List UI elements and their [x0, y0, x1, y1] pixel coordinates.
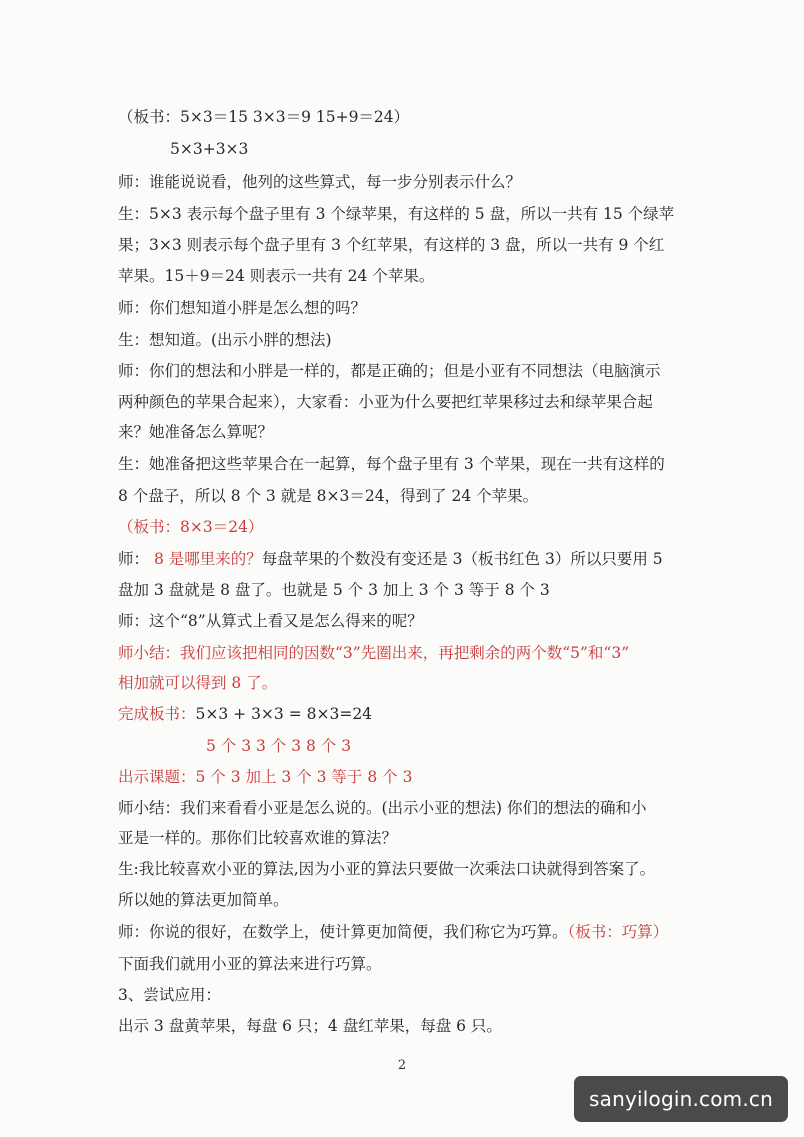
text-line: 盘加 3 盘就是 8 盘了。也就是 5 个 3 加上 3 个 3 等于 8 个 3 [118, 581, 550, 599]
text-segment: 完成板书： [118, 705, 196, 723]
text-line: 8 个盘子，所以 8 个 3 就是 8×3＝24，得到了 24 个苹果。 [118, 487, 539, 505]
text-line: 相加就可以得到 8 了。 [118, 674, 278, 692]
text-line: 生：她准备把这些苹果合在一起算，每个盘子里有 3 个苹果，现在一共有这样的 [118, 455, 665, 473]
text-line: 师：谁能说说看，他列的这些算式，每一步分别表示什么？ [118, 173, 522, 191]
text-line: 师：这个“8”从算式上看又是怎么得来的呢？ [118, 612, 423, 630]
text-line: 师小结：我们来看看小亚是怎么说的。(出示小亚的想法) 你们的想法的确和小 [118, 799, 647, 817]
text-segment: 8 是哪里来的？ [149, 550, 262, 568]
text-segment: 师：你说的很好，在数学上，使计算更加简便，我们称它为巧算。 [118, 923, 568, 941]
text-line: 师：你们的想法和小胖是一样的，都是正确的；但是小亚有不同想法（电脑演示 [118, 362, 661, 380]
text-segment: （板书：巧算） [567, 923, 669, 941]
text-line: 生：5×3 表示每个盘子里有 3 个绿苹果，有这样的 5 盘，所以一共有 15 个绿苹 [118, 205, 675, 223]
text-segment: 每盘苹果的个数没有变还是 3（板书红色 3）所以只要用 5 [261, 550, 663, 568]
text-line: 所以她的算法更加简单。 [118, 891, 289, 909]
text-line: 生：想知道。(出示小胖的想法) [118, 331, 332, 349]
text-line: 果；3×3 则表示每个盘子里有 3 个红苹果，有这样的 3 盘，所以一共有 9 个红 [118, 236, 665, 254]
text-line [118, 921, 724, 943]
text-line: 亚是一样的。那你们比较喜欢谁的算法？ [118, 829, 398, 847]
text-line: 师：你们想知道小胖是怎么想的吗？ [118, 299, 367, 317]
text-line: （板书：5×3＝15 3×3＝9 15+9＝24） [118, 108, 410, 126]
text-line: 下面我们就用小亚的算法来进行巧算。 [118, 955, 382, 973]
watermark-badge: sanyilogin.com.cn [574, 1076, 788, 1122]
page-number: 2 [397, 1058, 407, 1073]
text-line: 5×3+3×3 [170, 140, 249, 158]
text-line: 出示课题：5 个 3 加上 3 个 3 等于 8 个 3 [118, 768, 413, 786]
text-line: 来？她准备怎么算呢？ [118, 423, 274, 441]
text-line: （板书：8×3＝24） [118, 518, 264, 536]
text-line [118, 548, 724, 570]
text-segment: 5×3 + 3×3 = 8×3=24 [195, 705, 373, 723]
text-line: 5 个 3 3 个 3 8 个 3 [206, 737, 352, 755]
text-line: 两种颜色的苹果合起来），大家看：小亚为什么要把红苹果移过去和绿苹果合起 [118, 393, 653, 411]
text-line: 出示 3 盘黄苹果，每盘 6 只；4 盘红苹果，每盘 6 只。 [118, 1017, 502, 1035]
text-line: 苹果。15＋9＝24 则表示一共有 24 个苹果。 [118, 267, 435, 285]
text-line [118, 703, 724, 725]
text-line: 师小结：我们应该把相同的因数“3”先圈出来，再把剩余的两个数“5”和“3” [118, 644, 630, 662]
text-segment: 师： [118, 550, 150, 568]
text-line: 3、尝试应用： [118, 986, 221, 1004]
text-line: 生:我比较喜欢小亚的算法,因为小亚的算法只要做一次乘法口诀就得到答案了。 [118, 860, 656, 878]
